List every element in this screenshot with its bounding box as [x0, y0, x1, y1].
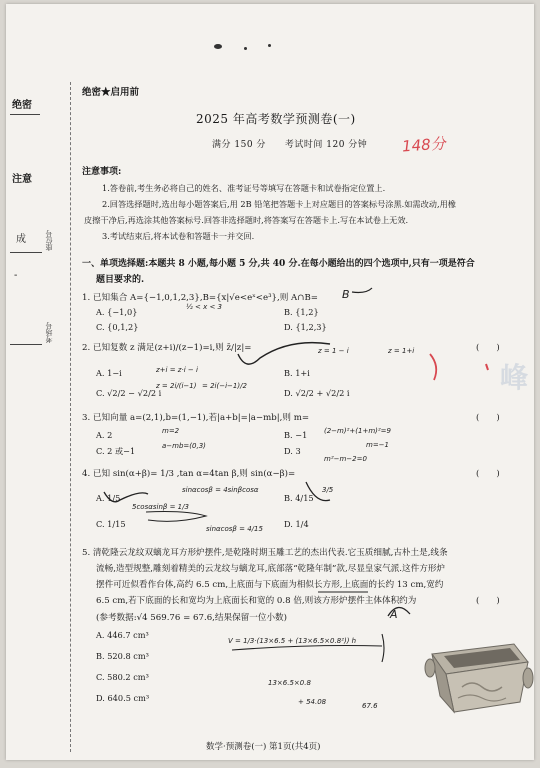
q4-option-c: C. 1/15: [96, 519, 126, 529]
q2-handwritten-line: z = 1 − i: [318, 347, 349, 355]
q4-handwritten-line: 5cosαsinβ = 1/3: [132, 503, 189, 511]
q2-handwritten-line: z = 1+i: [388, 347, 415, 355]
q4-box: [146, 512, 206, 522]
q2-option-d: D. √2/2 + √2/2 i: [284, 388, 350, 398]
q5-handwritten-line: 67.6: [362, 702, 378, 710]
q4-option-b: B. 4/15: [284, 493, 314, 503]
exam-paper: [6, 4, 534, 760]
q3-option-c: C. 2 或−1: [96, 446, 136, 456]
binding-line: [70, 82, 71, 752]
question-5-reference: (参考数据:√4 569.76 = 67.6,结果保留一位小数): [96, 613, 288, 623]
ink-speck: [214, 44, 222, 49]
exam-room-label: 考场号: [45, 322, 53, 343]
q5-option-b: B. 520.8 cm³: [96, 651, 149, 661]
q1-option-a: A. {−1,0}: [96, 307, 138, 317]
sidebar-dash: -: [14, 270, 18, 281]
handwritten-score: 148分: [401, 134, 447, 156]
q5-handwritten-line: + 54.08: [298, 698, 327, 706]
question-1-stem: 1. 已知集合 A={−1,0,1,2,3},B={x|√e<eˣ<e³},则 A∩B=: [82, 293, 318, 303]
q3-handwritten-line: (2−m)²+(1+m)²=9: [324, 427, 391, 435]
question-2-stem: 2. 已知复数 z 满足(z+i)/(z−1)=i,则 z̄/|z|=: [82, 343, 252, 353]
q2-option-c: C. √2/2 − √2/2 i: [96, 388, 162, 398]
question-5-line: 摆件可近似看作台体,高约 6.5 cm,上底面与下底面为相似长方形,上底面的长约 13 cm,宽约: [96, 580, 444, 590]
notice-heading: 注意事项:: [82, 167, 122, 177]
sidebar-cheng-text: 成: [16, 234, 26, 245]
question-5-line: 流畅,造型规整,雕刻着精美的云龙纹与螭龙耳,底部落“乾隆年制”款,尽显皇家气派.这件方形炉: [96, 564, 446, 574]
notice-item: 皮擦干净后,再选涂其他答案标号.回答非选择题时,将答案写在答题卡上.写在本试卷上无效.: [84, 215, 409, 225]
q5-option-d: D. 640.5 cm³: [96, 693, 150, 703]
q5-option-a: A. 446.7 cm³: [96, 630, 149, 640]
question-5-line: 5. 清乾隆云龙纹双螭龙耳方形炉摆件,是乾隆时期玉雕工艺的杰出代表.它玉质细腻,古朴土是,线条: [82, 548, 448, 558]
q2-red-mark: [430, 354, 436, 380]
q3-handwritten-line: m=2: [162, 427, 180, 435]
ink-speck: [244, 47, 247, 50]
question-4-stem: 4. 已知 sin(α+β)= 1/3 ,tan α=4tan β,则 sin(α−β)=: [82, 469, 296, 479]
secret-label: 绝密★启用前: [82, 87, 140, 98]
q2-handwritten-line: z = 2i/(i−1): [156, 382, 197, 390]
q3-answer-paren: ( ): [476, 413, 500, 423]
q3-option-a: A. 2: [96, 430, 113, 440]
q4-answer-paren: ( ): [476, 469, 500, 479]
exam-title: 2025 年高考数学预测卷(一): [196, 112, 356, 126]
exam-room-line: [10, 344, 42, 345]
question-3-stem: 3. 已知向量 a=(2,1),b=(1,−1),若|a+b|=|a−mb|,则 m=: [82, 413, 310, 423]
q2-answer-paren: ( ): [476, 343, 500, 353]
q5-option-c: C. 580.2 cm³: [96, 672, 149, 682]
q3-option-b: B. −1: [284, 430, 308, 440]
q1-handwritten-work: ½ < x < 3: [186, 303, 223, 311]
q2-handwritten-line: z+i = z·i − i: [156, 366, 198, 374]
q2-option-b: B. 1+i: [284, 368, 310, 378]
exam-meta: 满分 150 分 考试时间 120 分钟: [212, 140, 368, 150]
sidebar-top-text: 绝密: [12, 100, 32, 111]
q3-handwritten-line: a−mb=(0,3): [162, 442, 206, 450]
q3-option-d: D. 3: [284, 446, 301, 456]
sidebar-rule: [10, 114, 40, 115]
q5-handwritten-answer: A: [390, 608, 398, 621]
q4-handwritten-line: sinαcosβ = 4sinβcosα: [182, 486, 259, 494]
q3-handwritten-line: m=−1: [366, 441, 390, 449]
page-footer: 数学·预测卷(一) 第1页(共4页): [206, 742, 321, 752]
q2-handwritten-line: = 2i(−i−1)/2: [202, 382, 247, 390]
ink-speck: [268, 44, 271, 47]
seat-number-label: 座位号: [45, 230, 53, 251]
seat-number-line: [10, 252, 42, 253]
q1-option-b: B. {1,2}: [284, 307, 319, 317]
q5-handwritten-line: 13×6.5×0.8: [268, 679, 311, 687]
notice-item: 2.回答选择题时,选出每小题答案后,用 2B 铅笔把答题卡上对应题目的答案标号涂黑.如需改动,用橡: [102, 199, 456, 209]
q2-check-stroke: [238, 343, 330, 365]
question-5-line: 6.5 cm,若下底面的长和宽均为上底面长和宽的 0.8 倍,则该方形炉摆件主体体积约为: [96, 596, 417, 606]
q1-option-d: D. {1,2,3}: [284, 322, 327, 332]
section-heading-cont: 题目要求的.: [96, 275, 145, 285]
watermark: 峰: [500, 361, 529, 394]
sidebar-note-text: 注意: [12, 174, 32, 185]
notice-item: 1.答卷前,考生务必将自己的姓名、准考证号等填写在答题卡和试卷指定位置上.: [102, 183, 386, 193]
q4-handwritten-line: sinαcosβ = 4/15: [206, 525, 263, 533]
q4-option-a: A. 1/5: [96, 493, 121, 503]
q1-handwritten-answer: B: [342, 288, 350, 301]
q1-option-c: C. {0,1,2}: [96, 322, 139, 332]
q5-answer-paren: ( ): [476, 596, 500, 606]
q3-handwritten-line: m²−m−2=0: [324, 455, 367, 463]
q4-handwritten-line: 3/5: [322, 486, 334, 494]
q5-handwritten-line: V = 1/3·(13×6.5 + (13×6.5×0.8²)) h: [228, 637, 357, 645]
q2-red-dot: [486, 364, 488, 370]
q2-option-a: A. 1−i: [96, 368, 122, 378]
q4-option-d: D. 1/4: [284, 519, 309, 529]
q1-check-stroke: [352, 288, 372, 293]
section-heading: 一、单项选择题:本题共 8 小题,每小题 5 分,共 40 分.在每小题给出的四个选项中,只有一项是符合: [82, 259, 475, 269]
notice-item: 3.考试结束后,将本试卷和答题卡一并交回.: [102, 231, 255, 241]
